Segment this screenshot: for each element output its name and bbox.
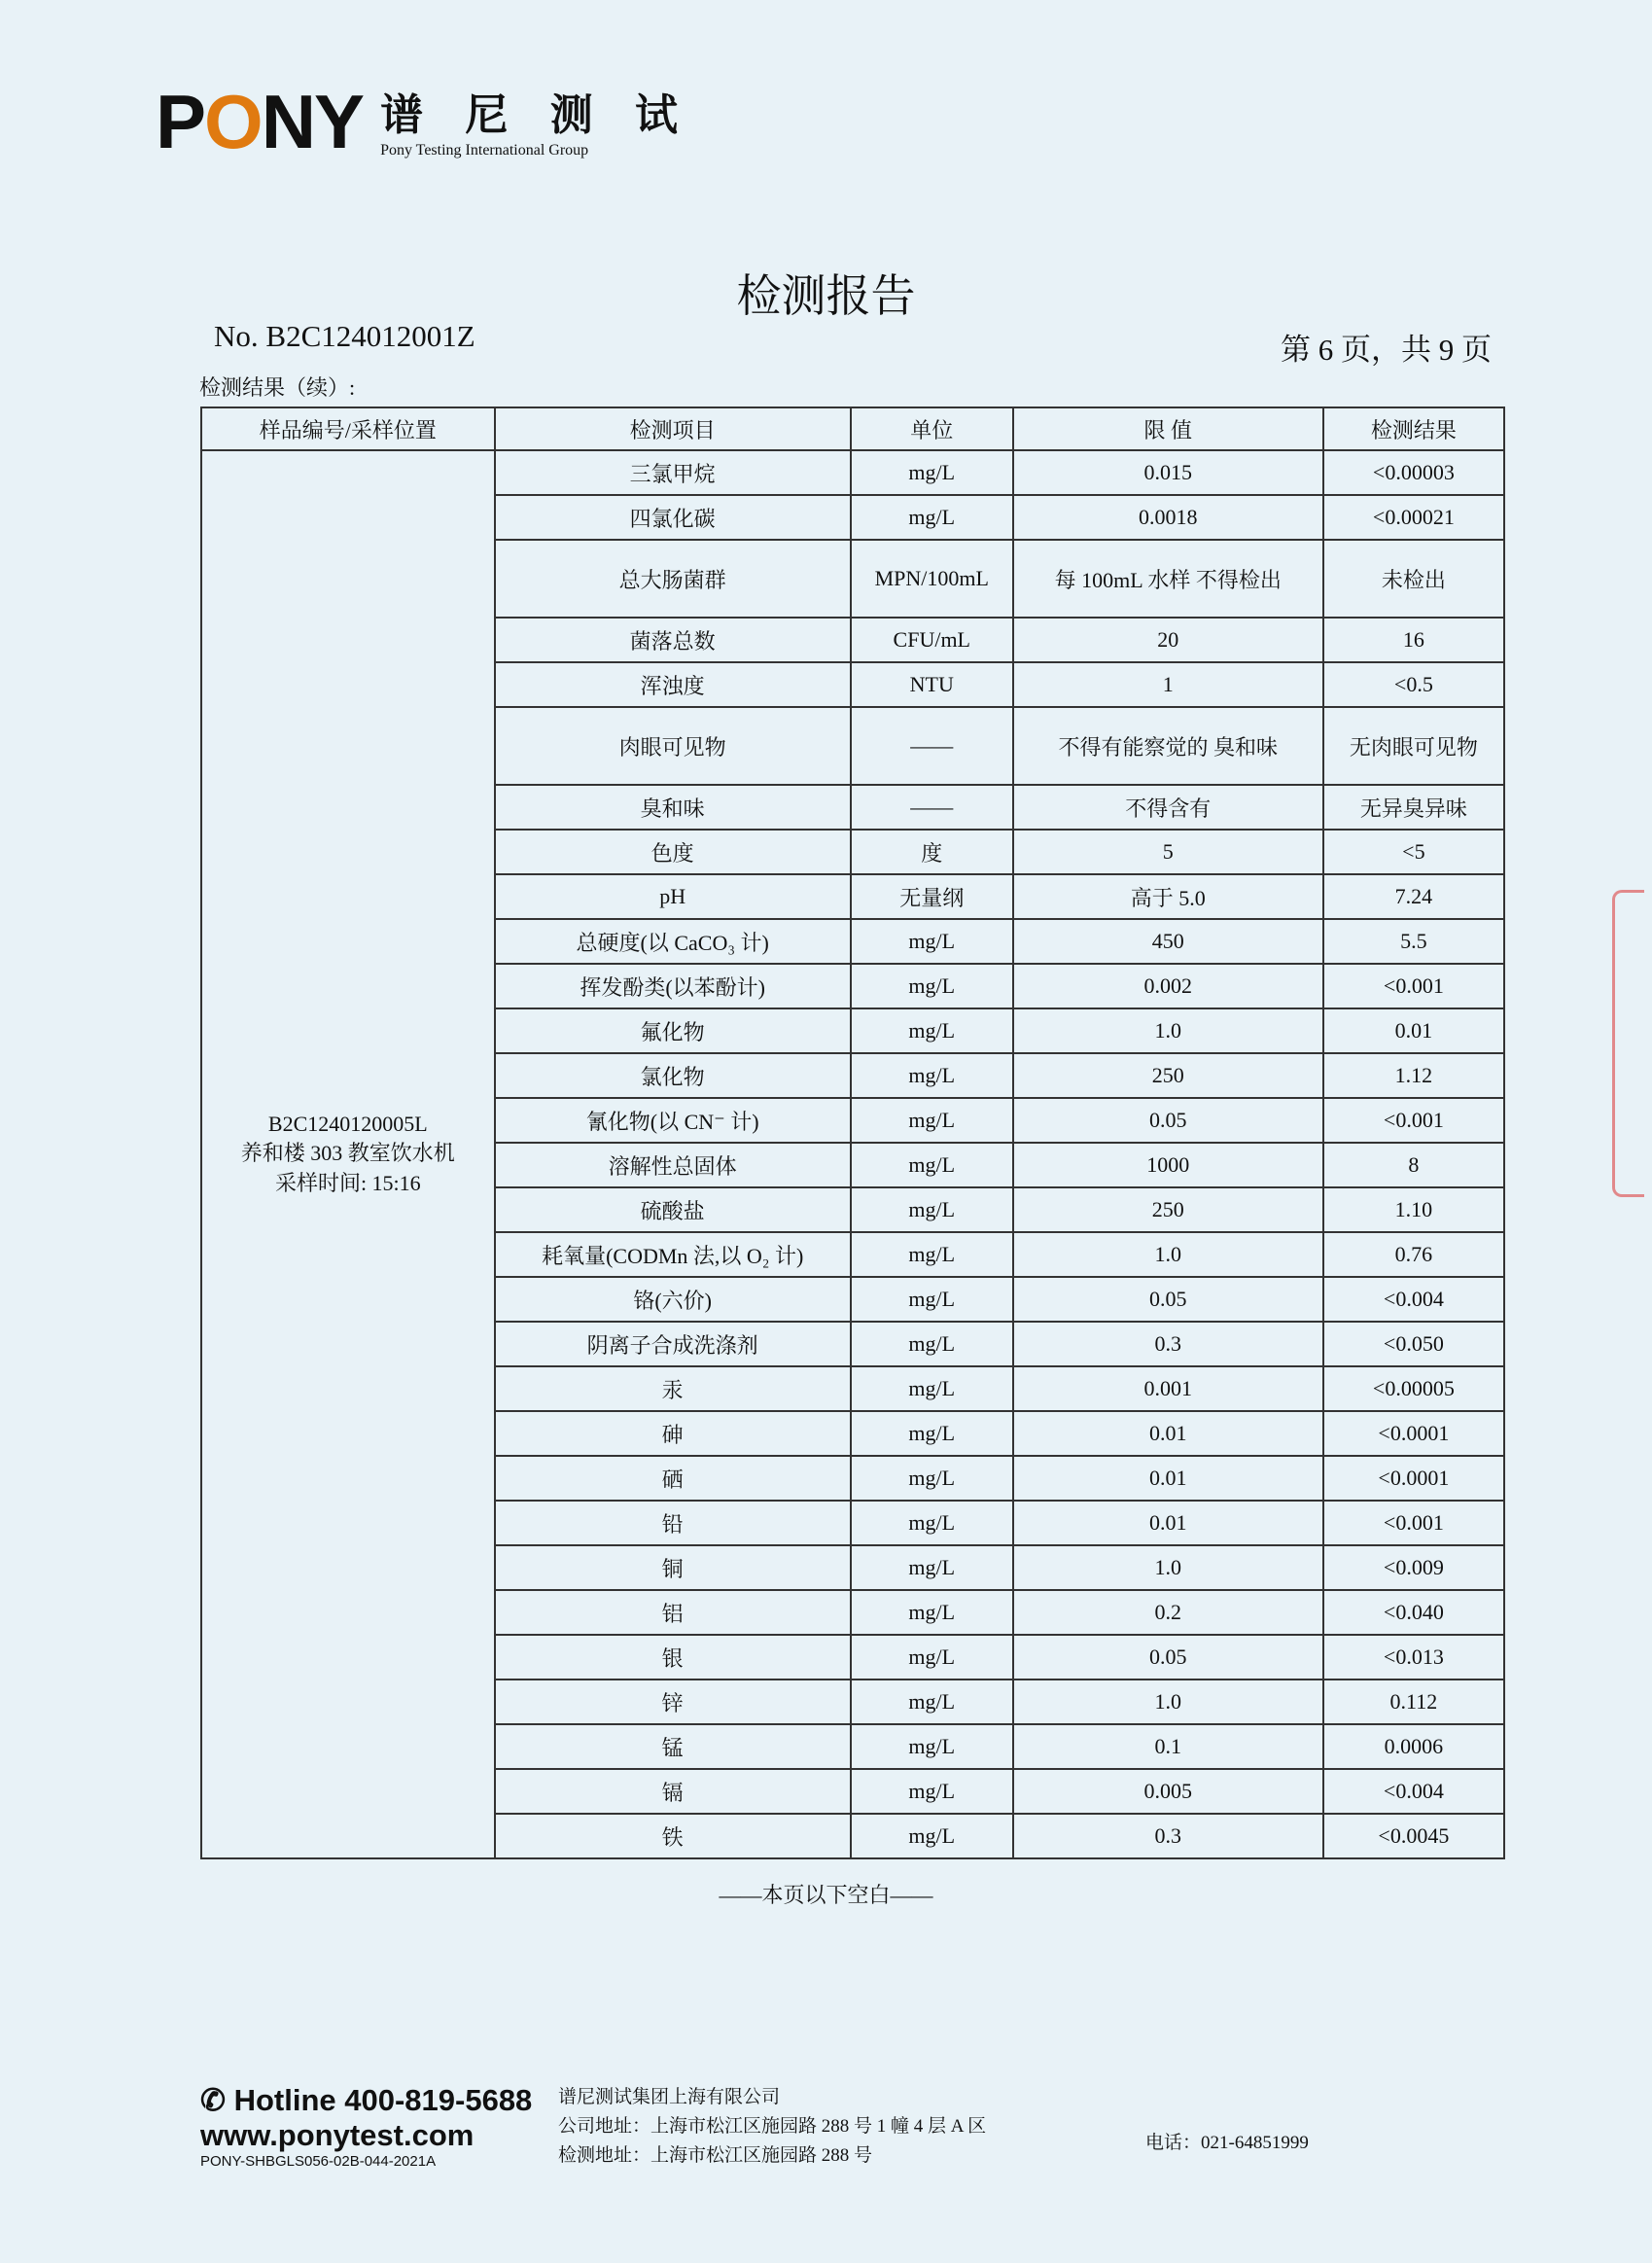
table-cell: <0.050 [1323,1322,1504,1366]
table-cell: <0.013 [1323,1635,1504,1680]
table-cell: 每 100mL 水样 不得检出 [1013,540,1323,618]
table-cell: 锌 [495,1680,851,1724]
table-cell: 锰 [495,1724,851,1769]
table-cell: 16 [1323,618,1504,662]
table-cell: 阴离子合成洗涤剂 [495,1322,851,1366]
table-cell: 0.112 [1323,1680,1504,1724]
table-cell: 铬(六价) [495,1277,851,1322]
table-cell: mg/L [851,1456,1013,1501]
table-cell: 0.0018 [1013,495,1323,540]
table-cell: mg/L [851,1143,1013,1187]
table-cell: 0.1 [1013,1724,1323,1769]
table-cell: 250 [1013,1187,1323,1232]
table-cell: 未检出 [1323,540,1504,618]
table-cell: 1000 [1013,1143,1323,1187]
report-number: No. B2C124012001Z [214,319,475,353]
table-cell: 硫酸盐 [495,1187,851,1232]
table-cell: 0.76 [1323,1232,1504,1277]
table-cell: 7.24 [1323,874,1504,919]
table-cell: <0.00003 [1323,450,1504,495]
table-cell: mg/L [851,495,1013,540]
table-cell: 溶解性总固体 [495,1143,851,1187]
table-cell: 1 [1013,662,1323,707]
sample-cell [201,450,495,1858]
table-cell: <0.5 [1323,662,1504,707]
table-cell: mg/L [851,1366,1013,1411]
table-cell: 0.01 [1013,1456,1323,1501]
table-cell: 不得有能察觉的 臭和味 [1013,707,1323,785]
header-cell: 检测结果 [1323,407,1504,450]
section-label: 检测结果（续）: [199,375,356,400]
table-cell: <0.001 [1323,1098,1504,1143]
table-cell: 浑浊度 [495,662,851,707]
header-cell: 样品编号/采样位置 [201,407,495,450]
report-title: 检测报告 [736,269,916,322]
table-cell: 1.0 [1013,1008,1323,1053]
table-cell: mg/L [851,1769,1013,1814]
table-cell: 0.01 [1013,1501,1323,1545]
table-cell: mg/L [851,1232,1013,1277]
sample-line: 采样时间: 15:16 [274,1171,421,1195]
table-cell: 0.05 [1013,1277,1323,1322]
table-cell: 0.005 [1013,1769,1323,1814]
table-cell: 0.015 [1013,450,1323,495]
table-cell: mg/L [851,919,1013,964]
table-cell: <0.0045 [1323,1814,1504,1858]
table-cell: 挥发酚类(以苯酚计) [495,964,851,1008]
table-cell: 1.0 [1013,1232,1323,1277]
doc-code: PONY-SHBGLS056-02B-044-2021A [200,2153,437,2170]
page-info: 第 6 页，共 9 页 [1281,333,1492,367]
table-cell: 高于 5.0 [1013,874,1323,919]
table-cell: 四氯化碳 [495,495,851,540]
company-address: 公司地址：上海市松江区施园路 288 号 1 幢 4 层 A 区 [558,2116,987,2137]
company-block [558,2083,986,2171]
table-cell: <0.009 [1323,1545,1504,1590]
table-cell: 色度 [495,830,851,874]
end-note: ——本页以下空白—— [719,1883,933,1907]
table-cell: 1.0 [1013,1680,1323,1724]
company-name: 谱尼测试集团上海有限公司 [558,2087,781,2107]
table-cell: 氯化物 [495,1053,851,1098]
table-cell: 0.001 [1013,1366,1323,1411]
table-cell: 0.01 [1323,1008,1504,1053]
table-cell: 5 [1013,830,1323,874]
table-cell: 无异臭异味 [1323,785,1504,830]
table-cell: 5.5 [1323,919,1504,964]
table-cell: mg/L [851,1680,1013,1724]
table-cell: 三氯甲烷 [495,450,851,495]
company-cn: 谱 尼 测 试 [380,90,692,140]
table-cell: 铅 [495,1501,851,1545]
table-cell: <0.00005 [1323,1366,1504,1411]
table-cell: mg/L [851,1545,1013,1590]
table-cell: mg/L [851,1411,1013,1456]
sample-line: 养和楼 303 教室饮水机 [240,1141,455,1165]
table-cell: 铝 [495,1590,851,1635]
table-cell: mg/L [851,1814,1013,1858]
table-cell: <0.004 [1323,1277,1504,1322]
table-cell: 0.3 [1013,1814,1323,1858]
table-cell: mg/L [851,1635,1013,1680]
table-cell: 无肉眼可见物 [1323,707,1504,785]
table-cell: 20 [1013,618,1323,662]
table-cell: 汞 [495,1366,851,1411]
table-cell: mg/L [851,1724,1013,1769]
table-cell: mg/L [851,1501,1013,1545]
table-cell: 450 [1013,919,1323,964]
table-cell: 肉眼可见物 [495,707,851,785]
table-cell: 菌落总数 [495,618,851,662]
table-cell: 0.0006 [1323,1724,1504,1769]
table-cell: <5 [1323,830,1504,874]
table-cell: NTU [851,662,1013,707]
table-cell: 250 [1013,1053,1323,1098]
table-cell: mg/L [851,1053,1013,1098]
hotline-block [200,2083,532,2170]
table-cell: MPN/100mL [851,540,1013,618]
pony-logo: PONY [156,79,364,164]
table-cell: pH [495,874,851,919]
table-cell: 总硬度(以 CaCO₃ 计) [495,919,851,964]
table-cell: mg/L [851,1008,1013,1053]
table-cell: <0.001 [1323,964,1504,1008]
table-cell: mg/L [851,1277,1013,1322]
table-cell: 8 [1323,1143,1504,1187]
table-cell: mg/L [851,1322,1013,1366]
sample-line: B2C1240120005L [267,1112,428,1136]
company-en: Pony Testing International Group [380,142,589,159]
table-cell: 0.05 [1013,1098,1323,1143]
table-cell: 1.0 [1013,1545,1323,1590]
table-cell: <0.004 [1323,1769,1504,1814]
test-address: 检测地址：上海市松江区施园路 288 号 [558,2145,873,2166]
table-cell: 0.2 [1013,1590,1323,1635]
table-cell: 0.002 [1013,964,1323,1008]
table-cell: mg/L [851,450,1013,495]
table-cell: <0.040 [1323,1590,1504,1635]
table-cell: 不得含有 [1013,785,1323,830]
table-cell: <0.001 [1323,1501,1504,1545]
table-cell: —— [851,707,1013,785]
table-cell: 臭和味 [495,785,851,830]
table-cell: CFU/mL [851,618,1013,662]
table-cell: 0.05 [1013,1635,1323,1680]
table-cell: <0.0001 [1323,1411,1504,1456]
table-cell: 铁 [495,1814,851,1858]
results-table [200,407,1505,1859]
table-cell: 1.10 [1323,1187,1504,1232]
table-cell: 银 [495,1635,851,1680]
table-cell: 0.3 [1013,1322,1323,1366]
table-cell: mg/L [851,1590,1013,1635]
table-cell: 砷 [495,1411,851,1456]
table-row [201,450,1504,495]
table-cell: 硒 [495,1456,851,1501]
table-cell: 0.01 [1013,1411,1323,1456]
header-cell: 单位 [851,407,1013,450]
table-cell: 耗氧量(CODMn 法,以 O₂ 计) [495,1232,851,1277]
table-cell: 铜 [495,1545,851,1590]
seal-stamp [1612,890,1644,1197]
phone: 电话：021-64851999 [1145,2133,1309,2153]
table-cell: —— [851,785,1013,830]
table-cell: 度 [851,830,1013,874]
header [156,79,692,164]
website: www.ponytest.com [200,2118,475,2152]
table-cell: 总大肠菌群 [495,540,851,618]
table-cell: 氟化物 [495,1008,851,1053]
table-cell: 氰化物(以 CN⁻ 计) [495,1098,851,1143]
table-cell: <0.00021 [1323,495,1504,540]
table-cell: 无量纲 [851,874,1013,919]
table-cell: mg/L [851,1098,1013,1143]
table-cell: 1.12 [1323,1053,1504,1098]
table-cell: <0.0001 [1323,1456,1504,1501]
header-cell: 检测项目 [495,407,851,450]
hotline: ✆ Hotline 400-819-5688 [200,2083,533,2117]
table-cell: 镉 [495,1769,851,1814]
table-cell: mg/L [851,1187,1013,1232]
table-cell: mg/L [851,964,1013,1008]
header-cell: 限 值 [1013,407,1323,450]
